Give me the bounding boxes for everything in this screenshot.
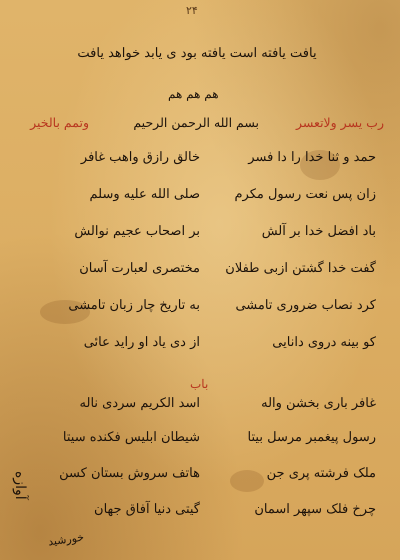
verse-right: باد افضل خدا بر آلش [261,224,376,239]
verse-right: غافر باری بخشن واله [261,396,376,411]
verse-right: کرد نصاب ضروری تامشی [235,298,376,313]
verse-left: مختصری لعبارت آسان [79,261,200,276]
verse-left: هاتف سروش بستان کسن [59,466,200,481]
top-marginal-note: یافت یافته است یافته بود ی یابد خواهد یافت [77,46,317,61]
verse-left: گیتی دنیا آفاق جهان [94,502,200,517]
verse-right: زان پس نعت رسول مکرم [234,187,376,202]
heading-right: رب یسر ولاتعسر [295,115,384,130]
heading-left: وتمم بالخیر [30,115,89,130]
verse-right: چرخ فلک سپهر اسمان [254,502,376,517]
verse-left: اسد الکریم سردی ناله [79,396,200,411]
verse-left: صلی الله علیه وسلم [89,187,200,202]
invocation-hum: هم هم هم [168,87,219,101]
bab-label: باب [190,377,209,391]
side-marginal-note: آوازه [12,471,28,500]
verse-left: به تاریخ چار زبان تامشی [68,298,200,313]
verse-left: شیطان ابلیس فکنده سیتا [62,430,200,445]
bottom-marginal-note: خورشید [47,530,85,549]
verse-right: رسول پیغمبر مرسل بیتا [247,430,376,445]
verse-right: ملک فرشته پری جن [266,466,376,481]
verse-left: بر اصحاب عجیم نوالش [74,224,200,239]
bismillah: بسم الله الرحمن الرحیم [133,115,259,130]
verse-right: کو بینه دروی دانایی [272,335,376,350]
verse-right: گفت خدا گشتن ازبی طفلان [225,261,376,276]
verse-left: خالق رازق واهب غافر [80,150,200,165]
page-number: ۲۴ [186,4,198,17]
heading-row [18,115,384,135]
verse-left: از دی یاد او راید عائی [83,335,200,350]
verse-right: حمد و ثنا خدا را دا فسر [248,150,376,165]
